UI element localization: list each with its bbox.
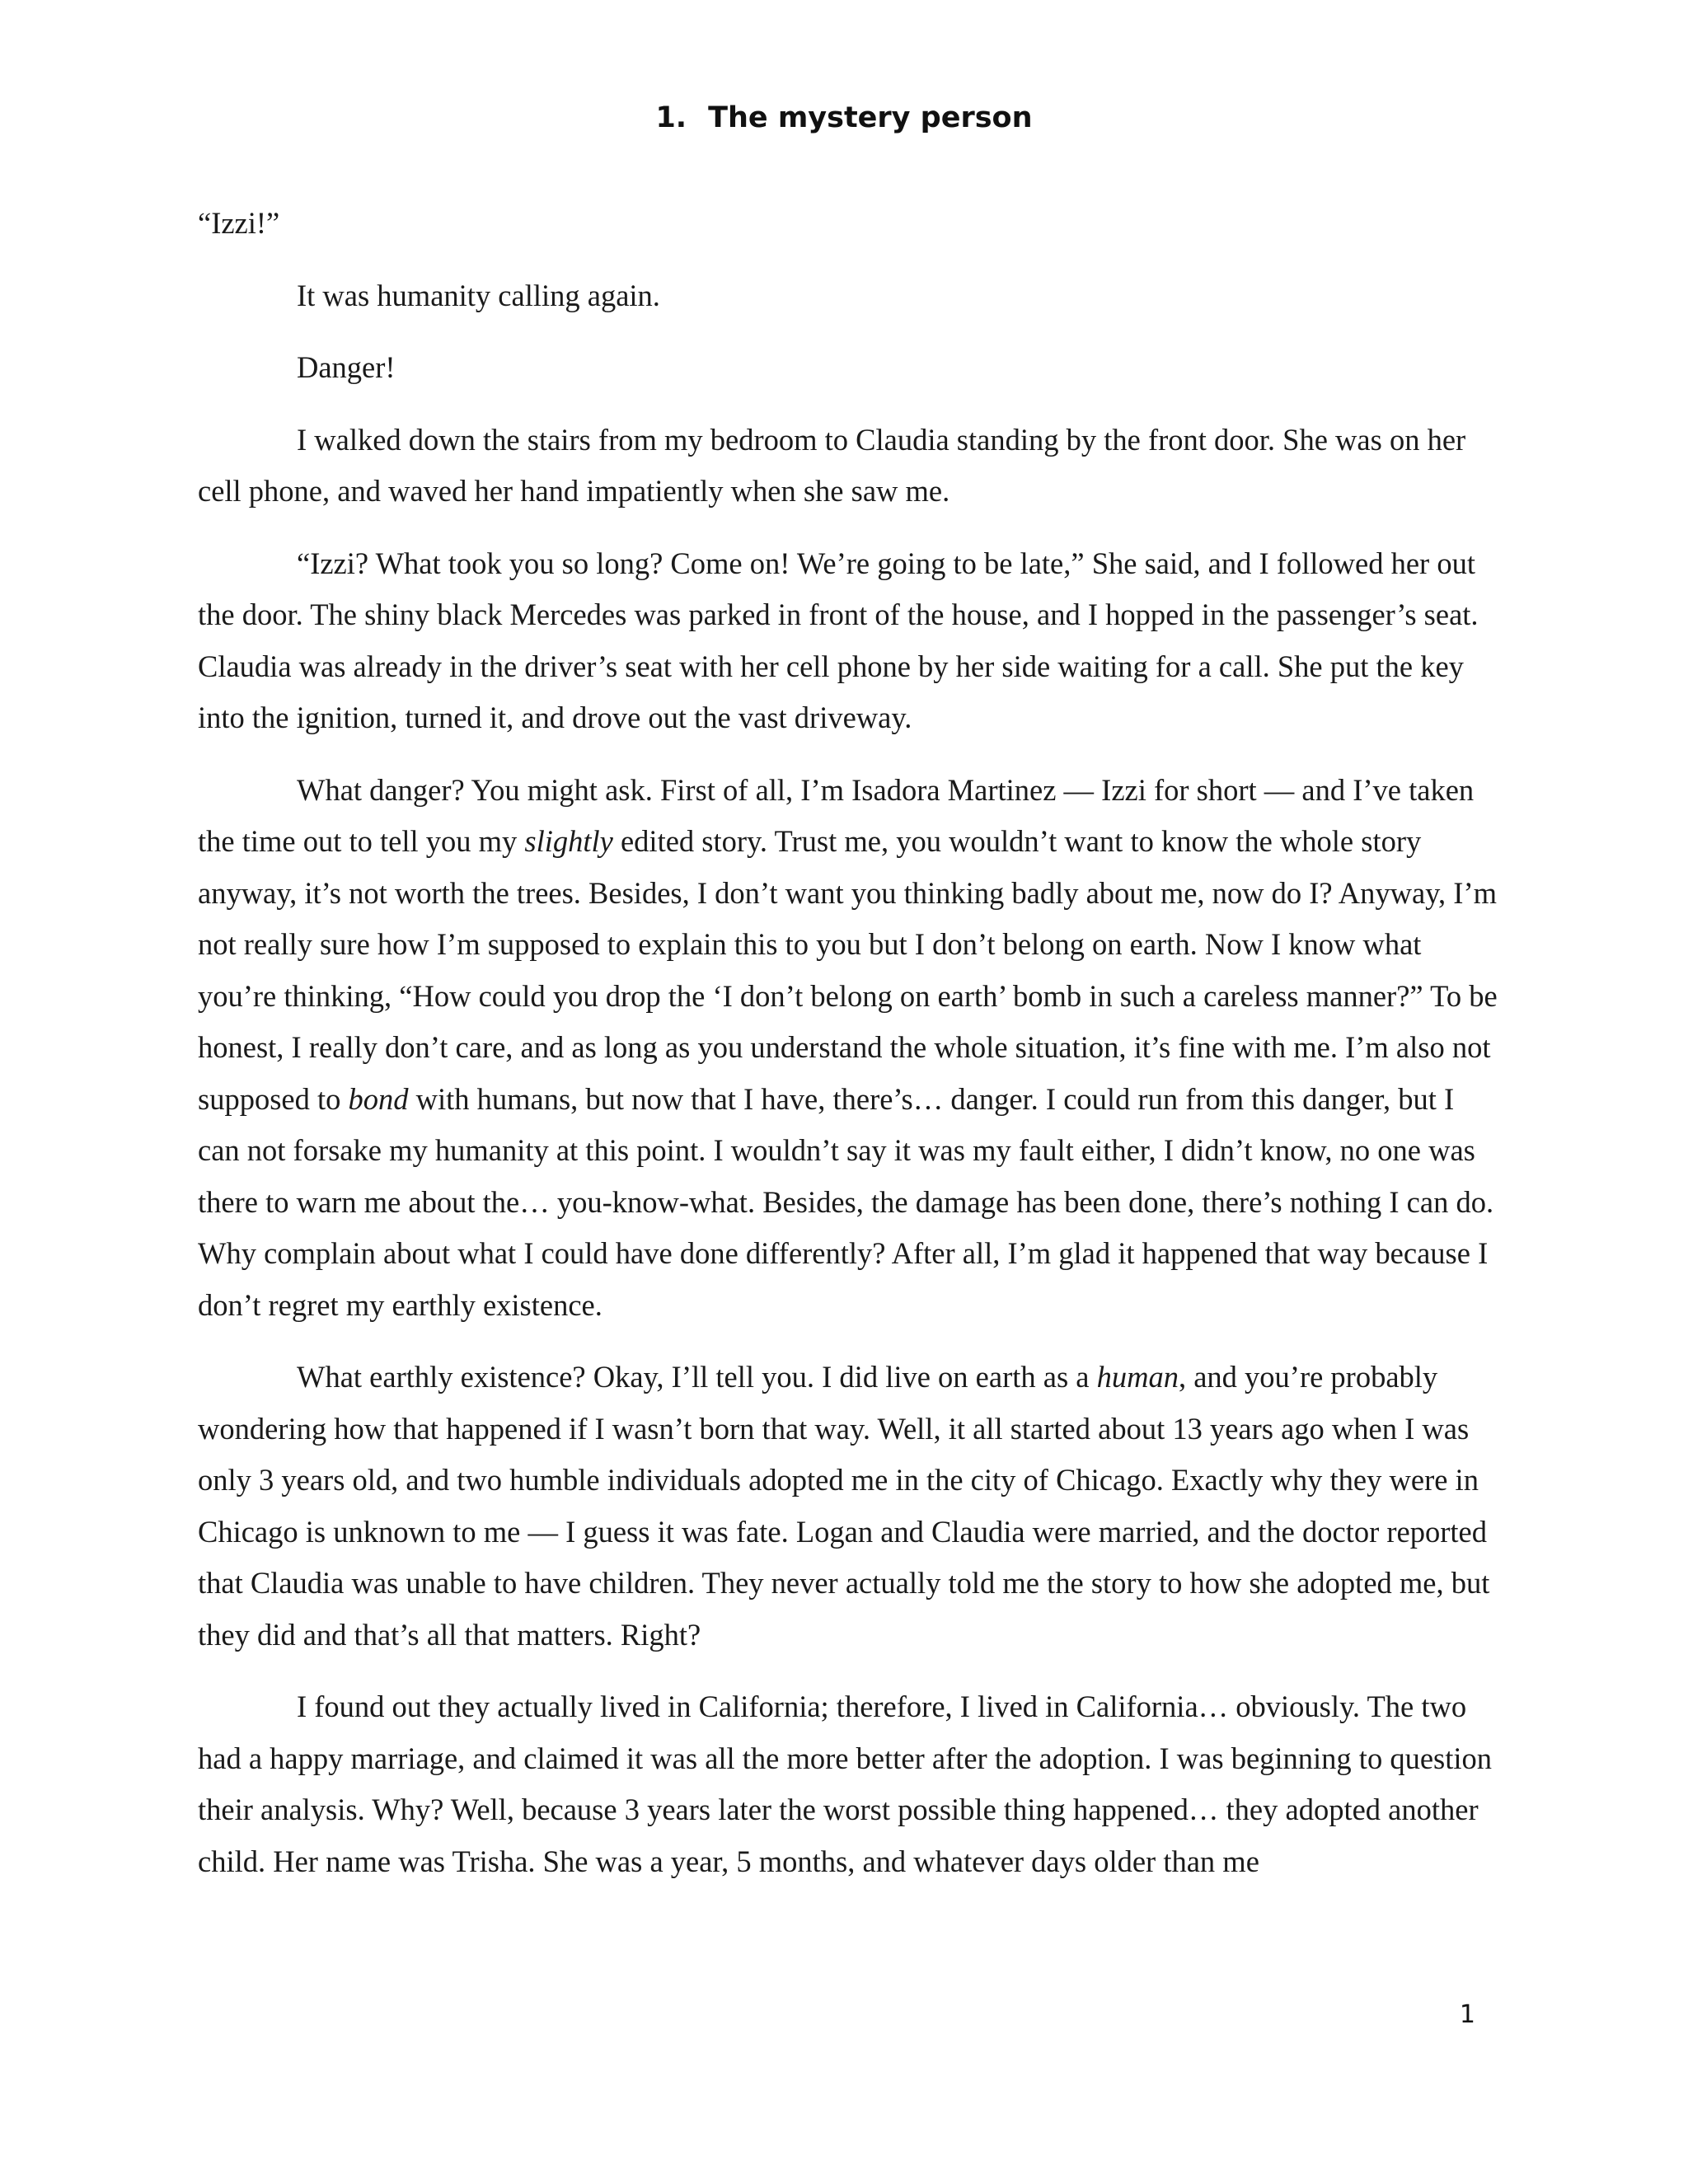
- paragraph-dialogue-izzi: “Izzi!”: [198, 206, 280, 240]
- paragraph-stairs: I walked down the stairs from my bedroom to Claudia standing by the front door. She was on her cell phone, and waved her hand impatiently when she saw me.: [198, 422, 1466, 508]
- text-run: with humans, but now that I have, there’s… danger. I could run from this danger, but I can not forsake my humanity at this point. I wouldn’t say it was my fault either, I didn’t know, no one was there to warn me about the… you-know-what. Besides, the damage has been done, there’s nothing I can do. Why complain about what I could have done differently? After all, I’m glad it happened that way because I don’t regret my earthly existence.: [198, 1081, 1494, 1322]
- chapter-heading: [0, 97, 1688, 138]
- paragraph-mercedes: “Izzi? What took you so long? Come on! We’re going to be late,” She said, and I followed her out the door. The shiny black Mercedes was parked in front of the house, and I hopped in the passenger’s seat. Claudia was already in the driver’s seat with her cell phone by her side waiting for a call. She put the key into the ignition, turned it, and drove out the vast driveway.: [198, 546, 1479, 734]
- body-text: [198, 198, 1500, 1908]
- paragraph-what-danger: [198, 765, 1500, 1332]
- text-run: What earthly existence? Okay, I’ll tell you. I did live on earth as a: [297, 1360, 1097, 1394]
- text-run: , and you’re probably wondering how that happened if I wasn’t born that way. Well, it all started about 13 years ago when I was only 3 years old, and two humble individuals adopted me in the city of Chicago. Exactly why they were in Chicago is unknown to me — I guess it was fate. Logan and Claudia were married, and the doctor reported that Claudia was unable to have children. They never actually told me the story to how she adopted me, but they did and that’s all that matters. Right?: [198, 1360, 1490, 1652]
- text-run: What danger? You might ask. First of all, I’m Isadora Martinez — Izzi for short — and I’ve taken the time out to tell you my: [198, 772, 1475, 858]
- paragraph-humanity-calling: It was humanity calling again.: [297, 278, 660, 312]
- italic-word-human: human: [1096, 1360, 1179, 1394]
- paragraph-earthly-existence: [198, 1352, 1500, 1661]
- chapter-title: The mystery person: [708, 101, 1033, 134]
- italic-word-bond: bond: [348, 1081, 409, 1116]
- page-number: 1: [1459, 2000, 1475, 2029]
- paragraph-danger: Danger!: [297, 350, 396, 384]
- italic-word-slightly: slightly: [524, 824, 613, 858]
- paragraph-california: I found out they actually lived in California; therefore, I lived in California… obviously. The two had a happy marriage, and claimed it was all the more better after the adoption. I was beginning to question their analysis. Why? Well, because 3 years later the worst possible thing happened… they adopted another child. Her name was Trisha. She was a year, 5 months, and whatever days older than me: [198, 1690, 1492, 1878]
- text-run: edited story. Trust me, you wouldn’t want to know the whole story anyway, it’s not worth the trees. Besides, I don’t want you thinking badly about me, now do I? Anyway, I’m not really sure how I’m supposed to explain this to you but I don’t belong on earth. Now I know what you’re thinking, “How could you drop the ‘I don’t belong on earth’ bomb in such a careless manner?” To be honest, I really don’t care, and as long as you understand the whole situation, it’s fine with me. I’m also not supposed to: [198, 824, 1498, 1116]
- chapter-number: 1.: [655, 101, 687, 134]
